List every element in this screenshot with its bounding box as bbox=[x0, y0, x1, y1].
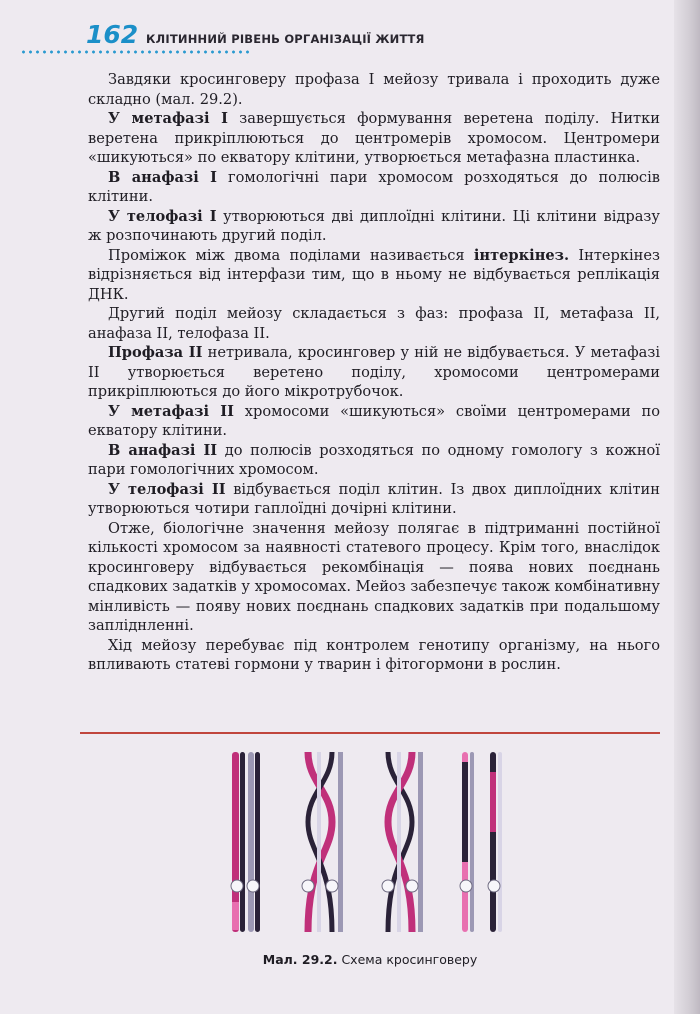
centromere bbox=[382, 880, 394, 892]
bold-term: інтеркінез. bbox=[473, 246, 570, 264]
figure-top-rule bbox=[80, 732, 660, 734]
stage-3-exchange bbox=[382, 752, 423, 932]
stage-2-crossing bbox=[302, 752, 343, 932]
stage-1-chromatids bbox=[231, 752, 260, 932]
text-run: нетривала, кросинговер у ній не відбувається. У метафазі II утворюється веретено поділу, хромосоми центромерами прикріплюються до його мікротрубочок. bbox=[88, 344, 660, 400]
text-run: хромосоми «шикуються» своїми центромерами по екватору клітини. bbox=[88, 402, 661, 439]
bold-term: Профаза II bbox=[108, 344, 203, 361]
paragraph bbox=[88, 70, 660, 109]
body-text bbox=[88, 70, 660, 675]
chromatid bbox=[338, 752, 343, 932]
page-header bbox=[20, 14, 680, 60]
text-run: гомологічні пари хромосом розходяться до полюсів клітини. bbox=[88, 168, 660, 205]
text-run: до полюсів розходяться по одному гомологу з кожної пари гомологічних хромосом. bbox=[88, 441, 660, 478]
paragraph bbox=[88, 304, 660, 343]
bold-term: У метафазі II bbox=[108, 402, 234, 420]
text-run: Проміжок між двома поділами називається bbox=[108, 246, 474, 264]
centromere bbox=[326, 880, 338, 892]
crossing-over-figure bbox=[220, 742, 520, 942]
chromatid bbox=[317, 752, 321, 932]
centromere bbox=[488, 880, 500, 892]
paragraph bbox=[88, 519, 660, 636]
page-number: 162 bbox=[86, 20, 139, 49]
centromere bbox=[460, 880, 472, 892]
bold-term: В анафазі I bbox=[108, 168, 218, 186]
text-run: завершується формування веретена поділу. Нитки веретена прикріплюються до центромерів хромосом. Центромери «шикуються» по екватору клітини, утворюється метафазна пластинка. bbox=[88, 110, 660, 166]
centromere bbox=[247, 880, 259, 892]
paragraph bbox=[88, 207, 660, 246]
bold-term: У метафазі I bbox=[108, 110, 229, 127]
chromatid-pink-band bbox=[232, 902, 239, 930]
figure-caption bbox=[80, 952, 660, 967]
text-run: утворюються дві диплоїдні клітини. Ці клітини відразу ж розпочинають другий поділ. bbox=[88, 207, 660, 244]
running-head: КЛІТИННИЙ РІВЕНЬ ОРГАНІЗАЦІЇ ЖИТТЯ bbox=[146, 32, 425, 46]
text-run: відбувається поділ клітин. Із двох диплоїдних клітин утворюються чотири гаплоїдні дочірні клітини. bbox=[88, 480, 660, 517]
centromere bbox=[406, 880, 418, 892]
paragraph bbox=[88, 441, 660, 480]
bold-term: В анафазі II bbox=[108, 441, 218, 459]
text-run: Хід мейозу перебуває під контролем генотипу організму, на нього впливають статеві гормони у тварин і фітогормони в рослин. bbox=[88, 636, 660, 673]
chromatid bbox=[418, 752, 423, 932]
paragraph bbox=[88, 109, 660, 168]
centromere bbox=[231, 880, 243, 892]
stage-4-recombined bbox=[460, 752, 502, 932]
centromere bbox=[302, 880, 314, 892]
crossing-over-diagram bbox=[220, 742, 520, 942]
chromatid-magenta-segment bbox=[490, 772, 496, 832]
paragraph bbox=[88, 402, 660, 441]
caption-text: Схема кросинговеру bbox=[337, 952, 478, 967]
bold-term: У телофазі II bbox=[108, 480, 226, 498]
paragraph bbox=[88, 168, 660, 207]
paragraph bbox=[88, 480, 660, 519]
text-run: Інтеркінез відрізняється від інтерфази тим, що в ньому не відбувається реплікація ДНК. bbox=[88, 246, 660, 303]
caption-label: Мал. 29.2. bbox=[262, 952, 338, 967]
paragraph bbox=[88, 343, 660, 402]
chromatid bbox=[498, 752, 502, 932]
chromatid bbox=[255, 752, 260, 932]
paragraph bbox=[88, 636, 660, 675]
bold-term: У телофазі I bbox=[108, 207, 217, 225]
page-edge bbox=[674, 0, 700, 1014]
dotted-rule bbox=[20, 50, 250, 54]
text-run: Другий поділ мейозу складається з фаз: профаза II, метафаза II, анафаза II, телофаза II. bbox=[88, 305, 660, 342]
paragraph bbox=[88, 246, 660, 305]
text-run: Завдяки кросинговеру профаза I мейозу тривала і проходить дуже складно (мал. 29.2). bbox=[88, 71, 660, 108]
chromatid bbox=[240, 752, 245, 932]
text-run: Отже, біологічне значення мейозу полягає в підтриманні постійної кількості хромосом за наявності статевого процесу. Крім того, внаслідок кросинговеру відбувається рекомбінація — поява нових поєднань спадкових задатків у хромосомах. Мейоз забезпечує також комбінативну мінливість — появу нових поєднань спадкових задатків при подальшому запліднленні. bbox=[88, 519, 660, 634]
chromatid-dark-segment bbox=[462, 762, 468, 862]
chromatid bbox=[397, 752, 401, 932]
chromatid bbox=[470, 752, 474, 932]
chromatid bbox=[248, 752, 254, 932]
